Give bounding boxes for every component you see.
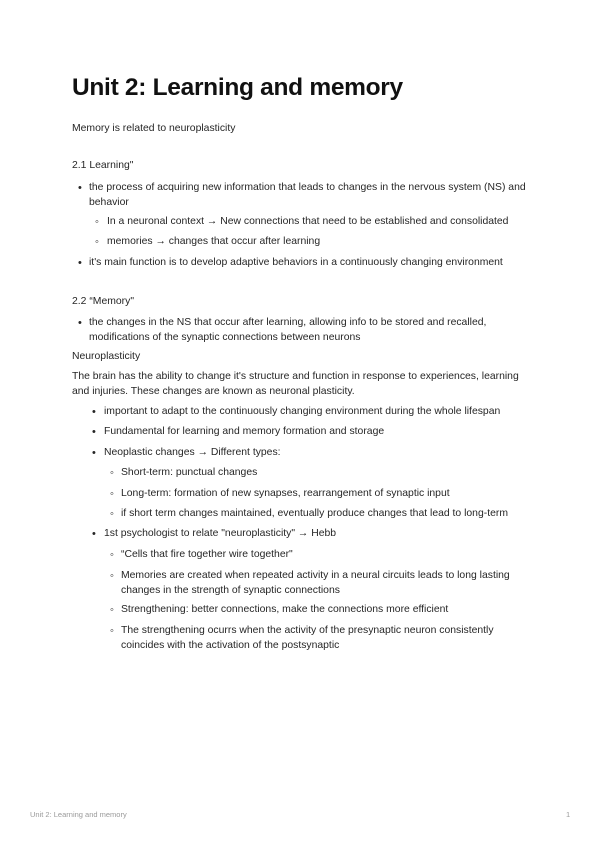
sub-bullet-icon bbox=[95, 215, 99, 230]
list-item-continuation: behavior bbox=[89, 197, 129, 208]
page-number: 1 bbox=[566, 810, 571, 819]
list-item: “Cells that fire together wire together" bbox=[121, 549, 293, 560]
bullet-icon bbox=[78, 256, 82, 271]
list-item-continuation: coincides with the activation of the postsynaptic bbox=[121, 640, 340, 651]
list-item: the process of acquiring new information that leads to changes in the nervous system (NS) and bbox=[89, 182, 526, 193]
list-item: if short term changes maintained, eventually produce changes that lead to long-term bbox=[121, 508, 508, 519]
subheading-neuroplasticity: Neuroplasticity bbox=[72, 351, 141, 362]
sub-bullet-icon bbox=[95, 235, 99, 250]
list-item: memories → changes that occur after learning bbox=[107, 236, 321, 247]
paragraph-text: and injuries. These changes are known as neuronal plasticity. bbox=[72, 386, 355, 397]
sub-bullet-icon bbox=[110, 548, 114, 563]
list-item: Neoplastic changes → Different types: bbox=[104, 447, 281, 458]
list-item: The strengthening ocurrs when the activity of the presynaptic neuron consistently bbox=[121, 625, 494, 636]
sub-bullet-icon bbox=[110, 487, 114, 502]
bullet-icon bbox=[92, 527, 96, 542]
list-item: 1st psychologist to relate "neuroplasticity" → Hebb bbox=[104, 528, 337, 539]
bullet-icon bbox=[78, 181, 82, 196]
section-heading-memory: 2.2 “Memory" bbox=[72, 296, 135, 307]
list-item: Fundamental for learning and memory formation and storage bbox=[104, 426, 385, 437]
bullet-icon bbox=[92, 405, 96, 420]
bullet-icon bbox=[78, 316, 82, 331]
sub-bullet-icon bbox=[110, 466, 114, 481]
list-item: Short-term: punctual changes bbox=[121, 467, 258, 478]
list-item: it's main function is to develop adaptive behaviors in a continuously changing environment bbox=[89, 257, 503, 268]
sub-bullet-icon bbox=[110, 624, 114, 639]
sub-bullet-icon bbox=[110, 569, 114, 584]
footer-title: Unit 2: Learning and memory bbox=[30, 810, 127, 819]
list-item: Memories are created when repeated activity in a neural circuits leads to long lasting bbox=[121, 570, 510, 581]
list-item-continuation: changes in the strength of synaptic connections bbox=[121, 585, 340, 596]
sub-bullet-icon bbox=[110, 603, 114, 618]
intro-text: Memory is related to neuroplasticity bbox=[72, 123, 236, 134]
list-item: In a neuronal context → New connections that need to be established and consolidated bbox=[107, 216, 509, 227]
paragraph-text: The brain has the ability to change it's structure and function in response to experiences, learning bbox=[72, 371, 519, 382]
page-title: Unit 2: Learning and memory bbox=[72, 74, 403, 101]
list-item: Long-term: formation of new synapses, rearrangement of synaptic input bbox=[121, 488, 450, 499]
bullet-icon bbox=[92, 425, 96, 440]
list-item-continuation: modifications of the synaptic connections between neurons bbox=[89, 332, 361, 343]
list-item: important to adapt to the continuously changing environment during the whole lifespan bbox=[104, 406, 501, 417]
section-heading-learning: 2.1 Learning" bbox=[72, 160, 134, 171]
list-item: Strengthening: better connections, make the connections more efficient bbox=[121, 604, 449, 615]
bullet-icon bbox=[92, 446, 96, 461]
sub-bullet-icon bbox=[110, 507, 114, 522]
list-item: the changes in the NS that occur after learning, allowing info to be stored and recalled, bbox=[89, 317, 487, 328]
